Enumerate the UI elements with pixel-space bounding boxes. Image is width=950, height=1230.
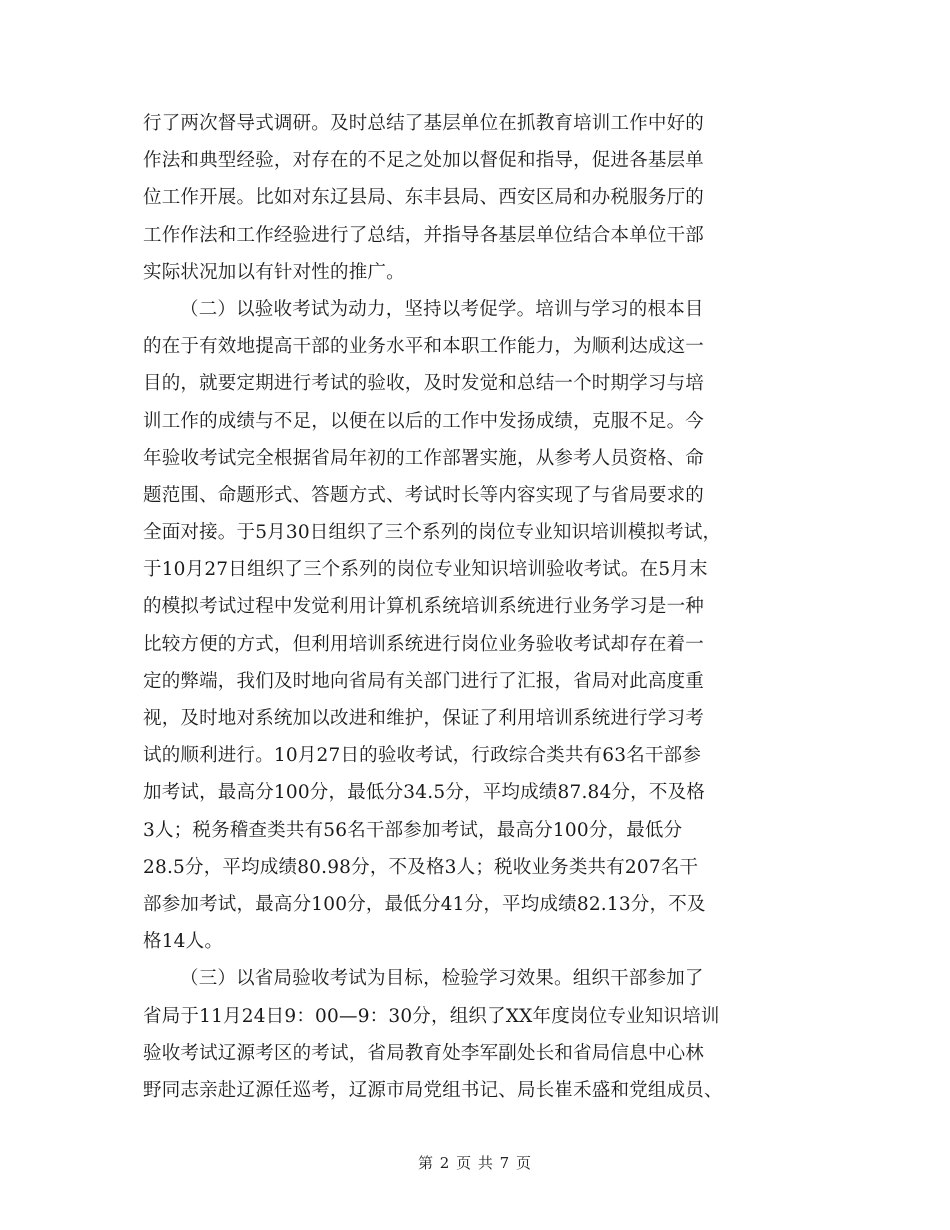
text-line: 作法和典型经验，对存在的不足之处加以督促和指导，促进各基层单 bbox=[143, 150, 705, 172]
text-line: 比较方便的方式，但利用培训系统进行岗位业务验收考试却存在着一 bbox=[143, 633, 705, 655]
text-line: 验收考试辽源考区的考试，省局教育处李军副处长和省局信息中心林 bbox=[143, 1042, 705, 1064]
text-line: 试的顺利进行。10月27日的验收考试，行政综合类共有63名干部参 bbox=[143, 745, 702, 767]
page-footer: 第 2 页 共 7 页 bbox=[418, 1154, 532, 1172]
text-line: 部参加考试，最高分100分，最低分41分，平均成绩82.13分，不及 bbox=[143, 893, 706, 915]
text-line: 28.5分，平均成绩80.98分，不及格3人；税收业务类共有207名干 bbox=[143, 856, 699, 878]
body-text bbox=[143, 105, 823, 1109]
text-line: 野同志亲赴辽源任巡考，辽源市局党组书记、局长崔禾盛和党组成员、 bbox=[143, 1079, 723, 1101]
text-line: 位工作开展。比如对东辽县局、东丰县局、西安区局和办税服务厅的 bbox=[143, 187, 705, 209]
text-line: 定的弊端，我们及时地向省局有关部门进行了汇报，省局对此高度重 bbox=[143, 670, 705, 692]
paragraph-start-line: （二）以验收考试为动力，坚持以考促学。培训与学习的根本目 bbox=[180, 298, 704, 320]
text-line: 全面对接。于5月30日组织了三个系列的岗位专业知识培训模拟考试， bbox=[143, 522, 722, 544]
text-line: 的在于有效地提高干部的业务水平和本职工作能力，为顺利达成这一 bbox=[143, 336, 705, 358]
text-line: 行了两次督导式调研。及时总结了基层单位在抓教育培训工作中好的 bbox=[143, 113, 705, 134]
text-line: 题范围、命题形式、答题方式、考试时长等内容实现了与省局要求的 bbox=[143, 484, 705, 506]
text-line: 目的，就要定期进行考试的验收，及时发觉和总结一个时期学习与培 bbox=[143, 373, 705, 395]
text-line: 格14人。 bbox=[143, 931, 224, 953]
text-line: 实际状况加以有针对性的推广。 bbox=[143, 261, 405, 283]
text-line: 年验收考试完全根据省局年初的工作部署实施，从参考人员资格、命 bbox=[143, 447, 705, 469]
text-line: 的模拟考试过程中发觉利用计算机系统培训系统进行业务学习是一种 bbox=[143, 596, 705, 618]
text-line: 视，及时地对系统加以改进和维护，保证了利用培训系统进行学习考 bbox=[143, 708, 705, 729]
text-line: 工作作法和工作经验进行了总结，并指导各基层单位结合本单位干部 bbox=[143, 224, 705, 246]
paragraph-start-line: （三）以省局验收考试为目标，检验学习效果。组织干部参加了 bbox=[180, 968, 704, 990]
text-line: 于10月27日组织了三个系列的岗位专业知识培训验收考试。在5月末 bbox=[143, 559, 708, 581]
text-line: 训工作的成绩与不足，以便在以后的工作中发扬成绩，克服不足。今 bbox=[143, 410, 705, 432]
text-line: 加考试，最高分100分，最低分34.5分，平均成绩87.84分，不及格 bbox=[143, 782, 705, 804]
text-line: 3人；税务稽查类共有56名干部参加考试，最高分100分，最低分 bbox=[143, 819, 683, 841]
text-line: 省局于11月24日9：00—9：30分，组织了XX年度岗位专业知识培训 bbox=[143, 1005, 720, 1027]
